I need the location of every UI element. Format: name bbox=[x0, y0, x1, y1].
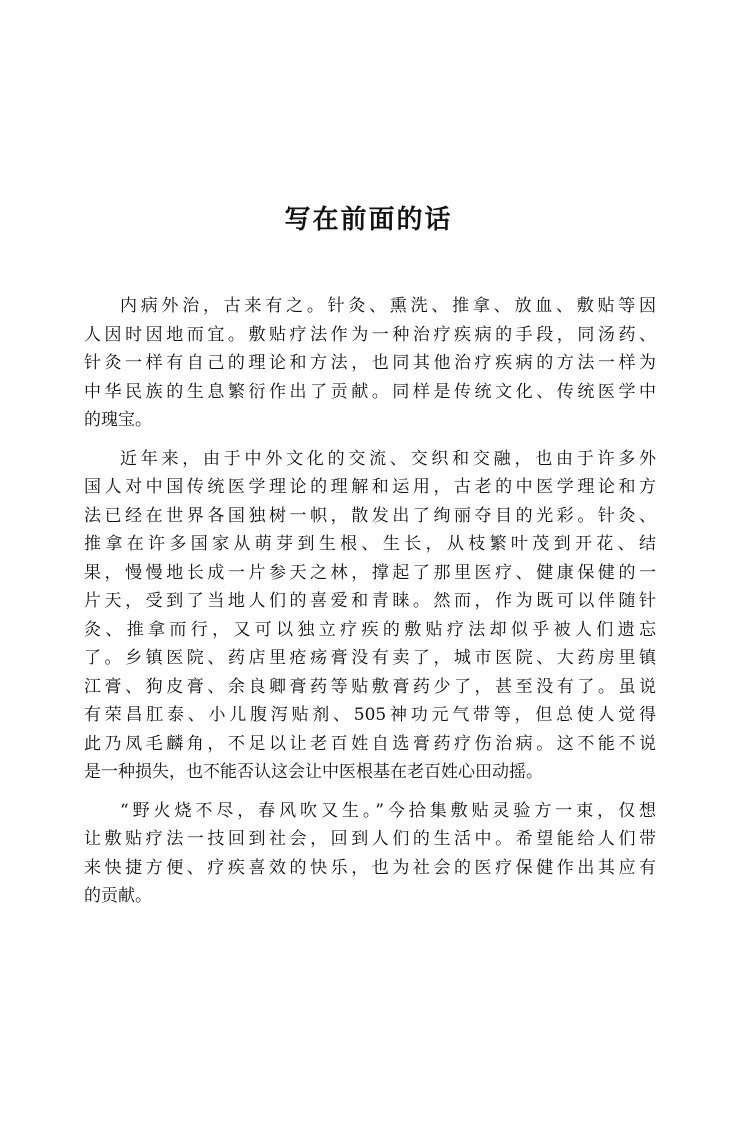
body-text bbox=[84, 292, 656, 921]
paragraph-3 bbox=[84, 797, 656, 911]
text-line: 果，慢慢地长成一片参天之林，撑起了那里医疗、健康保健的一 bbox=[84, 562, 656, 583]
text-line: 人因时因地而宜。敷贴疗法作为一种治疗疾病的手段，同汤药、 bbox=[84, 324, 656, 345]
text-line: 有荣昌肛泰、小儿腹泻贴剂、505神功元气带等，但总使人觉得 bbox=[84, 705, 656, 725]
text-line: 中华民族的生息繁衍作出了贡献。同样是传统文化、传统医学中 bbox=[84, 381, 656, 402]
text-line: 的贡献。 bbox=[84, 886, 152, 906]
text-line: 近年来，由于中外文化的交流、交织和交融，也由于许多外 bbox=[120, 448, 656, 469]
text-line: 的瑰宝。 bbox=[84, 410, 152, 430]
text-line: 是一种损失，也不能否认这会让中医根基在老百姓心田动摇。 bbox=[84, 762, 543, 782]
text-line: 来快捷方便、疗疾喜效的快乐，也为社会的医疗保健作出其应有 bbox=[84, 857, 656, 878]
text-line: 内病外治，古来有之。针灸、熏洗、推拿、放血、敷贴等因 bbox=[120, 296, 656, 316]
text-line: 江膏、狗皮膏、余良卿膏药等贴敷膏药少了，甚至没有了。虽说 bbox=[84, 676, 656, 697]
text-line: 推拿在许多国家从萌芽到生根、生长，从枝繁叶茂到开花、结 bbox=[84, 534, 656, 554]
text-line: 灸、推拿而行，又可以独立疗疾的敷贴疗法却似乎被人们遗忘 bbox=[84, 619, 656, 640]
paragraph-1 bbox=[84, 292, 656, 435]
text-line: 国人对中国传统医学理论的理解和运用，古老的中医学理论和方 bbox=[84, 477, 656, 497]
text-line: “野火烧不尽，春风吹又生。”今拾集敷贴灵验方一束，仅想 bbox=[120, 800, 656, 821]
text-line: 让敷贴疗法一技回到社会，回到人们的生活中。希望能给人们带 bbox=[84, 829, 656, 849]
text-line: 片天，受到了当地人们的喜爱和青睐。然而，作为既可以伴随针 bbox=[84, 591, 656, 611]
text-line: 法已经在世界各国独树一帜，散发出了绚丽夺目的光彩。针灸、 bbox=[84, 505, 656, 526]
text-line: 针灸一样有自己的理论和方法，也同其他治疗疾病的方法一样为 bbox=[84, 353, 656, 373]
page-title: 写在前面的话 bbox=[284, 205, 453, 235]
text-line: 了。乡镇医院、药店里疮疡膏没有卖了，城市医院、大药房里镇 bbox=[84, 648, 656, 668]
paragraph-2 bbox=[84, 445, 656, 787]
text-line: 此乃凤毛麟角，不足以让老百姓自选膏药疗伤治病。这不能不说 bbox=[84, 733, 656, 754]
